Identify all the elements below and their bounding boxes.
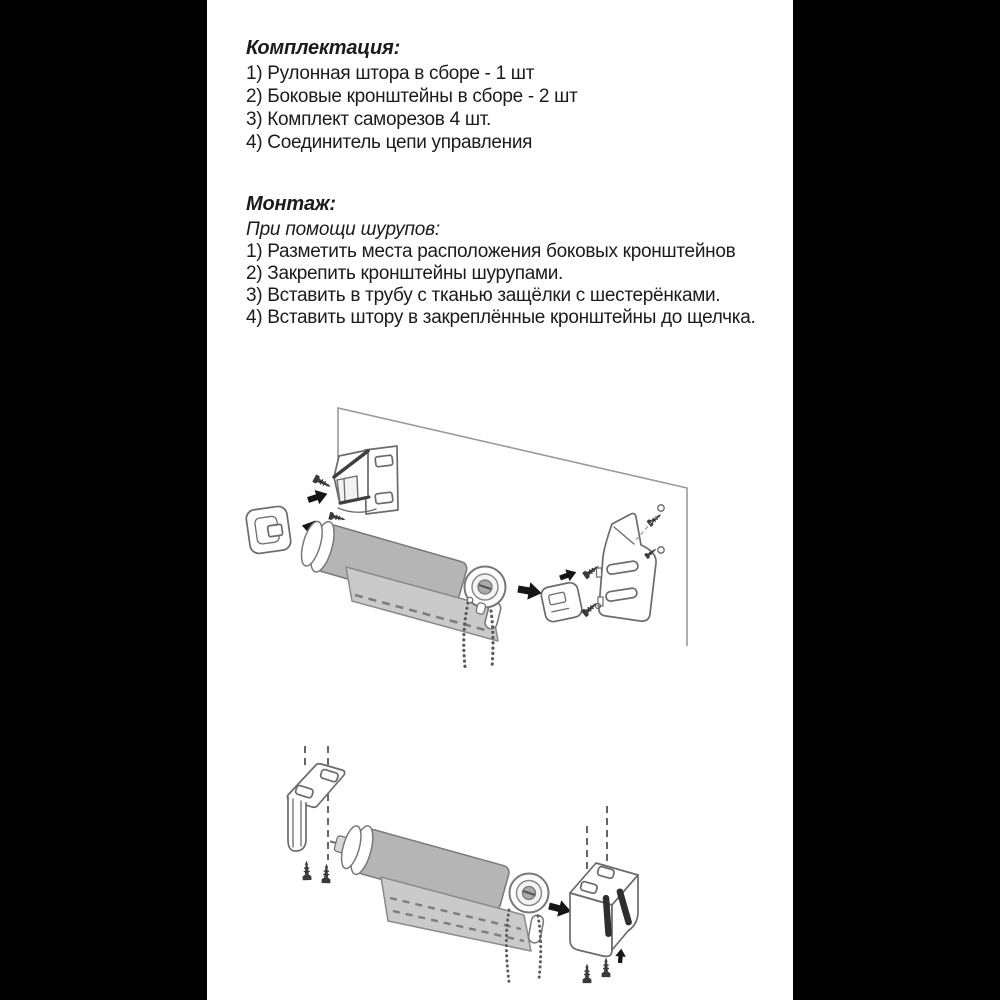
ceiling-bracket-left (287, 746, 344, 883)
screw-hole (658, 547, 664, 553)
wall-bracket-right (597, 513, 657, 621)
section-kit-title: Комплектация: (246, 37, 401, 59)
mounting-step-4: 4) Вставить штору в закреплённые кронштейны до щелчка. (246, 307, 756, 328)
ceiling-bracket-right (570, 806, 638, 983)
direction-arrow-icon (516, 580, 543, 602)
section-mounting-title: Монтаж: (246, 193, 336, 215)
latch-cap-left (245, 505, 292, 554)
kit-item-4: 4) Соединитель цепи управления (246, 132, 533, 153)
latch-cap-right (540, 581, 583, 623)
mounting-step-2: 2) Закрепить кронштейны шурупами. (246, 263, 564, 284)
screw-icon (602, 958, 611, 978)
clutch-wheel (510, 874, 549, 913)
screw-icon (328, 512, 346, 523)
kit-item-2: 2) Боковые кронштейны в сборе - 2 шт (246, 86, 578, 107)
direction-arrow-icon (306, 487, 330, 508)
wall-bracket-left (306, 446, 398, 523)
diagram-wall-mount (230, 395, 700, 695)
diagram-ceiling-mount (260, 735, 660, 1000)
screw-icon (302, 860, 311, 880)
section-mounting (246, 192, 755, 329)
section-mounting-subtitle: При помощи шурупов: (246, 219, 440, 240)
screw-icon (322, 863, 331, 883)
kit-item-1: 1) Рулонная штора в сборе - 1 шт (246, 63, 535, 84)
screw-hole (658, 505, 664, 511)
document-page (207, 0, 793, 1000)
direction-arrow-icon (558, 566, 579, 584)
screw-icon (583, 964, 592, 984)
weight-bar-cap (528, 914, 545, 944)
section-kit (246, 36, 578, 154)
chain-connector (467, 597, 473, 603)
mounting-step-3: 3) Вставить в трубу с тканью защёлки с шестерёнками. (246, 285, 721, 306)
mounting-step-1: 1) Разметить места расположения боковых кронштейнов (246, 241, 736, 262)
kit-item-3: 3) Комплект саморезов 4 шт. (246, 109, 492, 130)
screw-icon (312, 474, 332, 490)
direction-arrow-icon (615, 948, 627, 963)
